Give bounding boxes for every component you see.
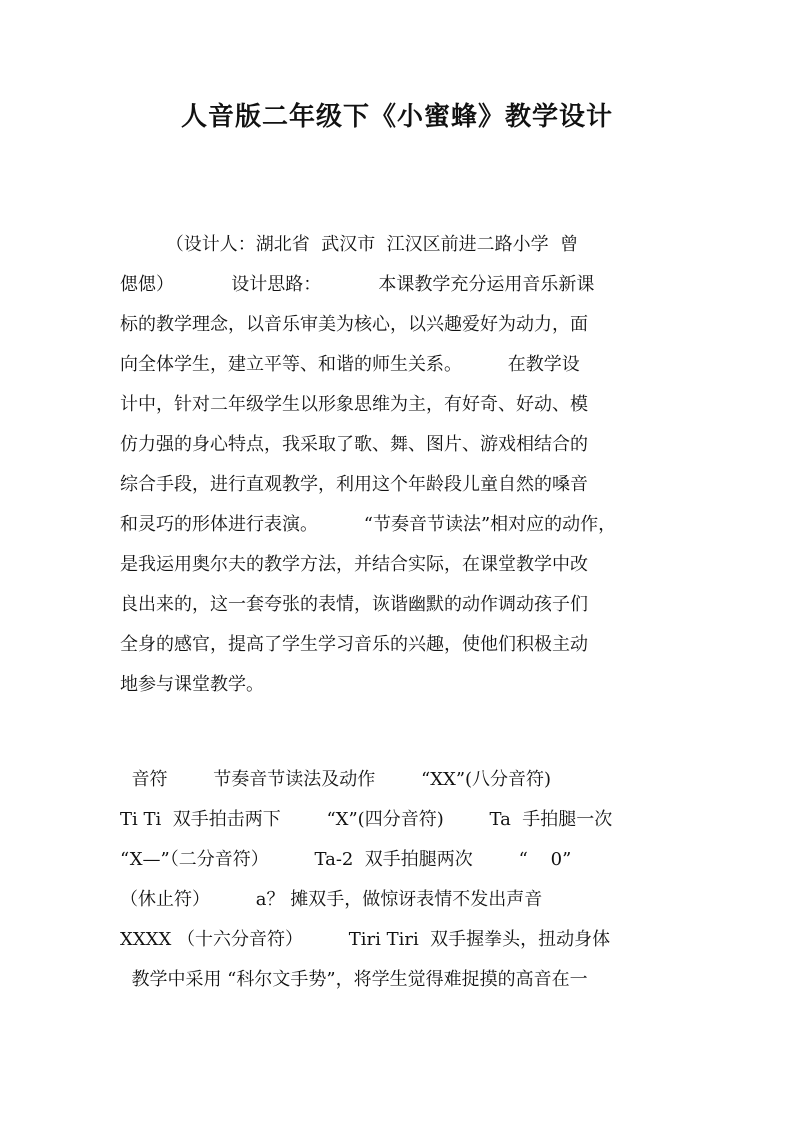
body-line: 是我运用奥尔夫的教学方法，并结合实际，在课堂教学中改 [120,554,588,575]
body-line: Ti Ti 双手拍击两下 “X”(四分音符) Ta 手拍腿一次 [120,809,613,830]
body-line: 仿力强的身心特点，我采取了歌、舞、图片、游戏相结合的 [120,434,588,455]
body-line: 向全体学生，建立平等、和谐的师生关系。 在教学设 [120,354,580,375]
body-line: 全身的感官，提高了学生学习音乐的兴趣，使他们积极主动 [120,634,588,655]
body-line: 标的教学理念，以音乐审美为核心，以兴趣爱好为动力，面 [120,314,588,335]
body-line: 计中，针对二年级学生以形象思维为主，有好奇、好动、模 [120,394,588,415]
body-line: 偲偲） 设计思路： 本课教学充分运用音乐新课 [120,274,595,295]
body-line: 良出来的，这一套夸张的表情，诙谐幽默的动作调动孩子们 [120,594,588,615]
body-line: （休止符） a？ 摊双手，做惊讶表情不发出声音 [120,889,543,910]
body-line: XXXX （十六分音符） Tiri Tiri 双手握拳头，扭动身体 [120,929,611,950]
body-line: 音符 节奏音节读法及动作 “XX”(八分音符) [120,769,552,790]
body-line: 和灵巧的形体进行表演。 “节奏音节读法”相对应的动作， [120,514,617,535]
body-line: 地参与课堂教学。 [120,674,264,695]
body-line: 教学中采用 “科尔文手势”，将学生觉得难捉摸的高音在一 [120,969,588,990]
body-line: “X—”（二分音符） Ta-2 双手拍腿两次 “ 0” [120,849,572,870]
body-line: 综合手段，进行直观教学，利用这个年龄段儿童自然的嗓音 [120,474,588,495]
body-line: （设计人：湖北省 武汉市 江汉区前进二路小学 曾 [120,234,579,255]
document-title: 人音版二年级下《小蜜蜂》教学设计 [180,102,613,132]
